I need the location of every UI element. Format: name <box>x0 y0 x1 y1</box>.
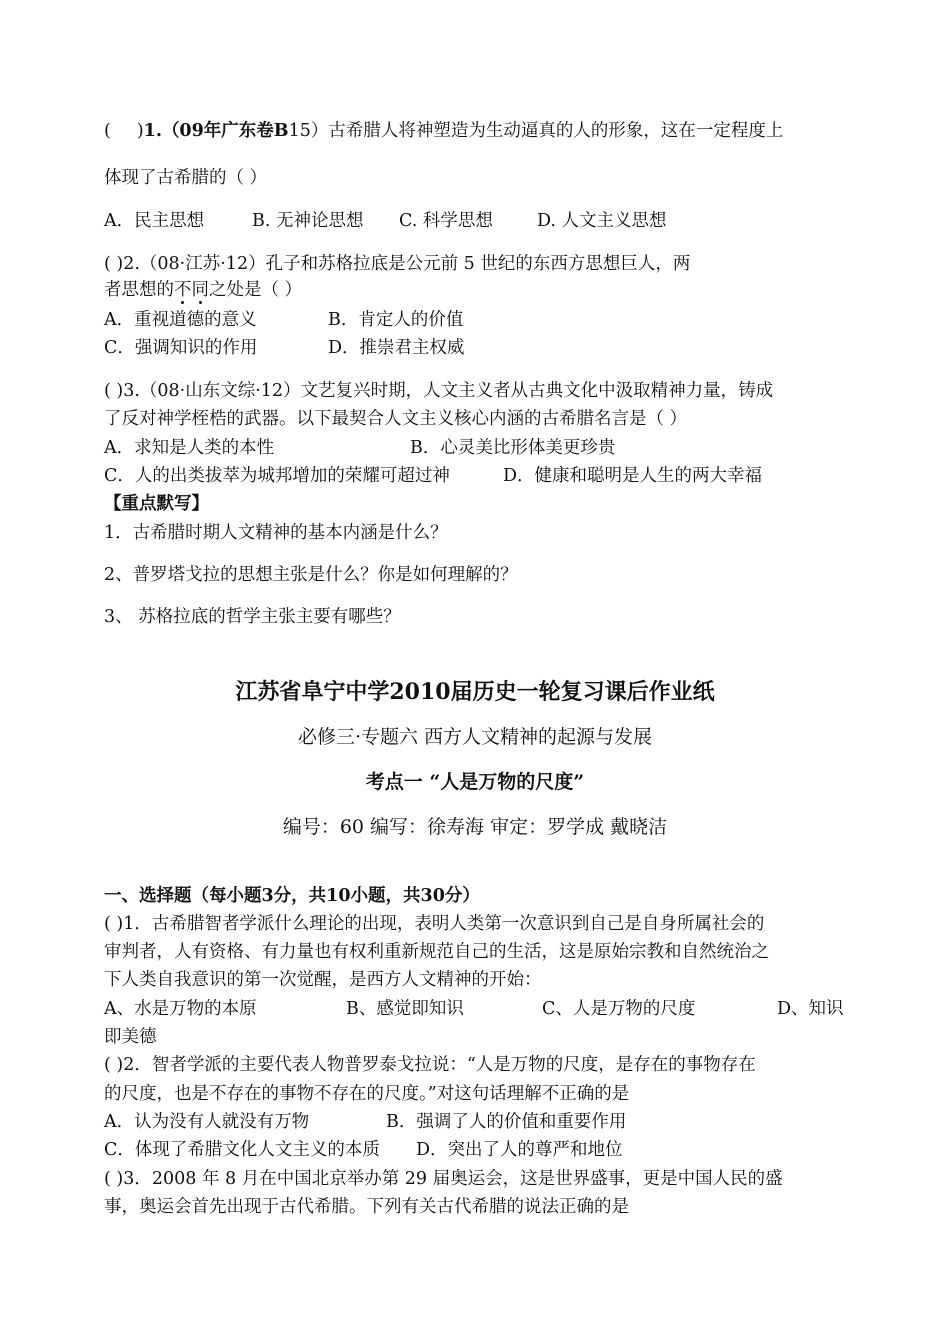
p1-q2-options-ab <box>104 309 463 331</box>
p1-q1-paren-close: ) <box>136 121 144 141</box>
p2-q1-options-tail: 即美德 <box>104 1027 157 1047</box>
p1-q1-option-a: A．民主思想 <box>104 211 205 231</box>
p1-q1-line2: 体现了古希腊的（ ） <box>104 168 268 188</box>
p2-q1-option-a: A、水是万物的本原 <box>104 999 257 1019</box>
p1-q3-option-d: D．健康和聪明是人生的两大幸福 <box>503 466 763 486</box>
p2-q2-option-b: B．强调了人的价值和重要作用 <box>386 1112 627 1132</box>
p2-q1-option-b: B、感觉即知识 <box>346 999 464 1019</box>
p1-q3-option-b: B．心灵美比形体美更珍贵 <box>410 438 616 458</box>
p2-q1-option-c: C、人是万物的尺度 <box>542 999 696 1019</box>
p1-q1-source-rest: 15） <box>288 121 329 141</box>
p1-recite-item-3: 3、 苏格拉底的哲学主张主要有哪些？ <box>104 607 401 627</box>
p2-q2-options-ab <box>104 1111 626 1133</box>
p1-q3-options-ab <box>104 437 615 459</box>
p2-q2-line2: 的尺度，也是不存在的事物不存在的尺度。”对这句话理解不正确的是 <box>104 1084 630 1104</box>
p1-q1-options <box>104 210 667 232</box>
p1-recite-heading: 【重点默写】 <box>104 494 209 514</box>
p1-q1-num: 1. <box>143 121 162 141</box>
p1-q1-paren: ( <box>104 121 111 141</box>
p2-q3-line1: ( )3．2008 年 8 月在中国北京举办第 29 届奥运会，这是世界盛事，更是中国人民的盛 <box>104 1169 783 1189</box>
p2-q2-options-cd <box>104 1139 623 1161</box>
p2-q3-line2: 事，奥运会首先出现于古代希腊。下列有关古代希腊的说法正确的是 <box>104 1197 629 1217</box>
p1-q2-option-c: C．强调知识的作用 <box>104 338 258 358</box>
p2-q2-option-d: D．突出了人的尊严和地位 <box>416 1140 623 1160</box>
p1-q2-option-a: A．重视道德的意义 <box>104 310 257 330</box>
p1-q3-option-c: C．人的出类拔萃为城邦增加的荣耀可超过神 <box>104 466 450 486</box>
p1-recite-item-1: 1．古希腊时期人文精神的基本内涵是什么？ <box>104 523 448 543</box>
p1-q1-stem1: 古希腊人将神塑造为生动逼真的人的形象，这在一定程度上 <box>328 121 784 141</box>
p1-q1-option-d: D. 人文主义思想 <box>537 211 667 231</box>
p1-q2-option-b: B．肯定人的价值 <box>328 310 464 330</box>
p1-q2-stem-pre: 者思想的 <box>104 280 174 300</box>
p1-q3-line1: ( )3.（08·山东文综·12）文艺复兴时期，人文主义者从古典文化中汲取精神力量，铸成 <box>104 381 774 401</box>
p2-q1-option-d: D、知识 <box>777 999 844 1019</box>
p2-q1-line2: 审判者，人有资格、有力量也有权利重新规范自己的生活，这是原始宗教和自然统治之 <box>104 942 769 962</box>
p1-q3-line2: 了反对神学桎梏的武器。以下最契合人文主义核心内涵的古希腊名言是（ ） <box>104 409 688 429</box>
p2-q2-option-c: C．体现了希腊文化人文主义的本质 <box>104 1140 380 1160</box>
p1-q1-option-b: B. 无神论思想 <box>252 211 364 231</box>
p2-q2-option-a: A．认为没有人就没有万物 <box>104 1112 310 1132</box>
p2-q1-options <box>104 998 844 1020</box>
p1-q2-options-cd <box>104 337 465 359</box>
p2-q1-line3: 下人类自我意识的第一次觉醒，是西方人文精神的开始： <box>104 970 542 990</box>
p1-q1-line1 <box>104 120 783 142</box>
p1-recite-item-2: 2、普罗塔戈拉的思想主张是什么？你是如何理解的？ <box>104 565 518 585</box>
p1-q2-line1: ( )2.（08·江苏·12）孔子和苏格拉底是公元前 5 世纪的东西方思想巨人，两 <box>104 254 691 274</box>
p2-q1-line1: ( )1．古希腊智者学派什么理论的出现，表明人类第一次意识到自己是自身所属社会的 <box>104 914 765 934</box>
p1-q3-option-a: A．求知是人类的本性 <box>104 438 275 458</box>
p1-q2-emph-2: 同 <box>191 280 209 300</box>
p1-q2-option-d: D．推崇君主权威 <box>328 338 465 358</box>
meta-line: 编号：60 编写：徐寿海 审定：罗学成 戴晓洁 <box>282 816 668 838</box>
p1-q2-line2 <box>104 279 302 301</box>
p1-q1-option-c: C. 科学思想 <box>399 211 493 231</box>
page-title: 江苏省阜宁中学2010届历史一轮复习课后作业纸 <box>235 679 715 705</box>
p1-q1-source: （09年广东卷B <box>161 121 289 141</box>
p1-q2-emph-1: 不 <box>174 280 192 300</box>
p1-q3-options-cd <box>104 465 762 487</box>
p2-q2-line1: ( )2．智者学派的主要代表人物普罗泰戈拉说：“人是万物的尺度，是存在的事物存在 <box>104 1055 756 1075</box>
p1-q2-stem-post: 之处是（ ） <box>209 280 303 300</box>
kaodian-heading: 考点一 “人是万物的尺度” <box>365 771 585 793</box>
section-heading: 一、选择题（每小题3分，共10小题，共30分） <box>104 886 480 906</box>
page-subtitle: 必修三·专题六 西方人文精神的起源与发展 <box>297 726 653 748</box>
